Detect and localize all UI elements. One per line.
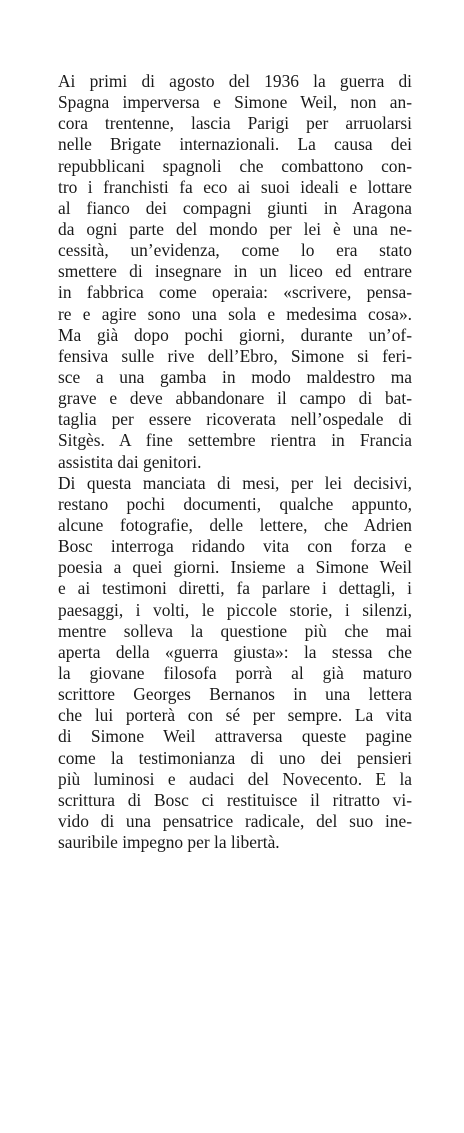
text-line: che lui porterà con sé per sempre. La vita [58,705,412,726]
text-line: re e agire sono una sola e medesima cosa». [58,303,412,324]
text-line: Ma già dopo pochi giorni, durante un’of- [58,324,412,345]
text-line: assistita dai genitori. [58,451,202,472]
paragraph-1 [58,71,412,473]
text-line: Ai primi di agosto del 1936 la guerra di [58,71,412,91]
text-line: taglia per essere ricoverata nell’ospedale di [58,409,412,430]
text-line: Di questa manciata di mesi, per lei decisivi, [58,472,412,493]
text-line: tro i franchisti fa eco ai suoi ideali e lottare [58,176,412,197]
blurb-text [58,71,412,853]
text-line: paesaggi, i volti, le piccole storie, i silenzi, [58,599,412,620]
text-line: Spagna imperversa e Simone Weil, non an- [58,92,412,113]
text-line: in fabbrica come operaia: «scrivere, pensa- [58,282,412,303]
text-line: e ai testimoni diretti, fa parlare i dettagli, i [58,578,412,599]
text-line: mentre solleva la questione più che mai [58,620,412,641]
text-line: sauribile impegno per la libertà. [58,832,280,853]
text-line: sce a una gamba in modo maldestro ma [58,366,412,387]
text-line: repubblicani spagnoli che combattono con- [58,155,412,176]
text-line: al fianco dei compagni giunti in Aragona [58,197,412,218]
text-line: restano pochi documenti, qualche appunto, [58,493,412,514]
text-line: grave e deve abbandonare il campo di bat- [58,388,412,409]
text-line: vido di una pensatrice radicale, del suo ine- [58,810,412,831]
text-line: la giovane filosofa porrà al già maturo [58,662,412,683]
text-line: nelle Brigate internazionali. La causa dei [58,134,412,155]
text-line: più luminosi e audaci del Novecento. E la [58,768,412,789]
text-line: di Simone Weil attraversa queste pagine [58,726,412,747]
text-line: cora trentenne, lascia Parigi per arruolarsi [58,113,412,134]
paragraph-2 [58,473,412,854]
text-line: smettere di insegnare in un liceo ed entrare [58,261,412,282]
text-line: Bosc interroga ridando vita con forza e [58,536,412,557]
text-line: aperta della «guerra giusta»: la stessa che [58,641,412,662]
text-line: poesia a quei giorni. Insieme a Simone Weil [58,557,412,578]
text-line: alcune fotografie, delle lettere, che Adrien [58,514,412,535]
text-line: da ogni parte del mondo per lei è una ne- [58,218,412,239]
text-line: fensiva sulle rive dell’Ebro, Simone si feri- [58,345,412,366]
text-line: cessità, un’evidenza, come lo era stato [58,240,412,261]
text-line: scrittura di Bosc ci restituisce il ritratto vi- [58,789,412,810]
text-line: scrittore Georges Bernanos in una lettera [58,684,412,705]
text-line: come la testimonianza di uno dei pensieri [58,747,412,768]
text-line: Sitgès. A fine settembre rientra in Francia [58,430,412,451]
